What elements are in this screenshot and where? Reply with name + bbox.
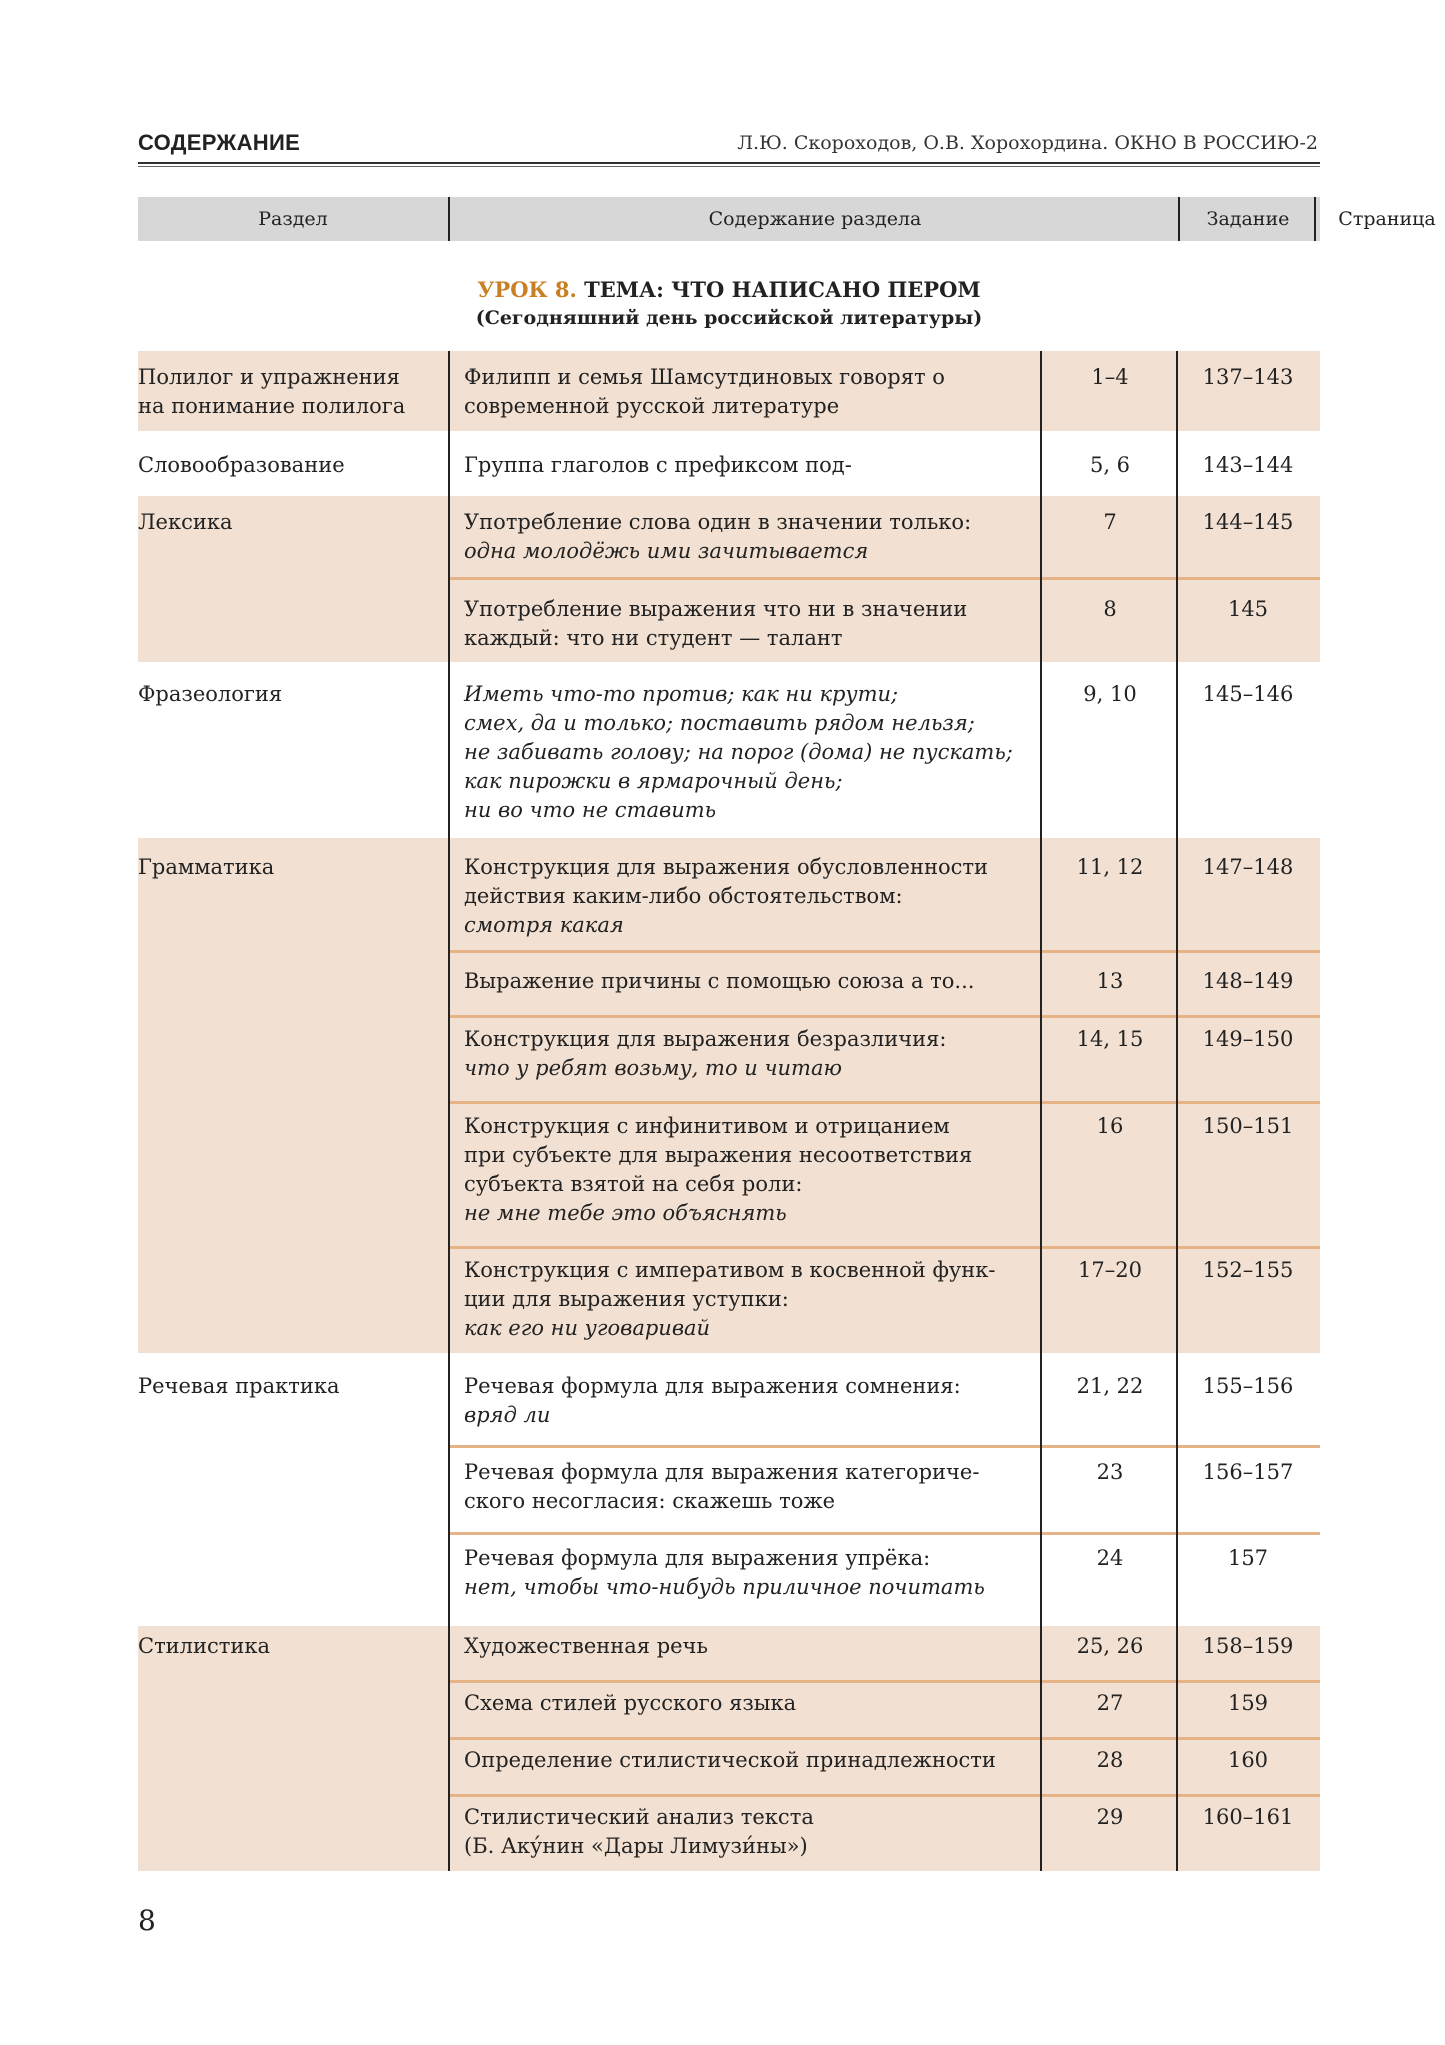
- content-cell: Определение стилистической принадлежности: [464, 1748, 996, 1772]
- header-rule-thin: [138, 166, 1320, 167]
- content-cell: Иметь что-то против; как ни крути; смех, да и только; поставить рядом нельзя; не забивать голову; на порог (дома) не пускать; как пирожки в ярмарочный день; ни во что не ставить: [464, 682, 1013, 822]
- section-label: Лексика: [138, 510, 233, 534]
- page-cell: 157: [1227, 1546, 1269, 1570]
- content-cell: Речевая формула для выражения упрёка: нет, чтобы что-нибудь приличное почитать: [464, 1546, 985, 1599]
- task-cell: 11, 12: [1076, 855, 1144, 879]
- lesson-theme: ТЕМА: ЧТО НАПИСАНО ПЕРОМ: [584, 277, 981, 302]
- task-cell: 13: [1096, 969, 1124, 993]
- content-cell: Группа глаголов с префиксом под-: [464, 453, 852, 477]
- content-cell: Схема стилей русского языка: [464, 1691, 797, 1715]
- content-cell: Стилистический анализ текста (Б. Аку́нин «Дары Лимузи́ны»): [464, 1805, 814, 1858]
- column-header-section: Раздел: [258, 208, 328, 230]
- content-cell: Выражение причины с помощью союза а то...: [464, 969, 975, 993]
- task-cell: 8: [1103, 597, 1117, 621]
- page-cell: 160: [1227, 1748, 1269, 1772]
- row-separator: [450, 1246, 1320, 1249]
- row-separator: [450, 1015, 1320, 1018]
- column-header-task: Задание: [1206, 208, 1290, 230]
- section-label: Стилистика: [138, 1634, 271, 1658]
- column-header-page: Страница: [1338, 208, 1436, 230]
- task-cell: 16: [1096, 1114, 1124, 1138]
- column-line: [448, 351, 450, 1871]
- page-cell: 159: [1227, 1691, 1269, 1715]
- page-cell: 158–159: [1202, 1634, 1294, 1658]
- content-cell: Речевая формула для выражения категориче- ского несогласия: скажешь тоже: [464, 1460, 980, 1513]
- section-label: Фразеология: [138, 682, 283, 706]
- running-header: [138, 130, 1318, 160]
- page-cell: 155–156: [1202, 1374, 1294, 1398]
- row-separator: [450, 1101, 1320, 1104]
- page-cell: 144–145: [1202, 510, 1294, 534]
- column-header-content: Содержание раздела: [708, 208, 922, 230]
- task-cell: 23: [1096, 1460, 1124, 1484]
- book-title: Л.Ю. Скороходов, О.В. Хорохордина. ОКНО В РОССИЮ-2: [737, 132, 1318, 154]
- section-label: Речевая практика: [138, 1374, 340, 1398]
- task-cell: 14, 15: [1076, 1027, 1144, 1051]
- task-cell: 7: [1103, 510, 1117, 534]
- task-cell: 27: [1096, 1691, 1124, 1715]
- task-cell: 1–4: [1091, 365, 1129, 389]
- page-cell: 137–143: [1202, 365, 1294, 389]
- page-cell: 145–146: [1202, 682, 1294, 706]
- task-cell: 5, 6: [1089, 453, 1131, 477]
- row-separator: [450, 1445, 1320, 1448]
- content-cell: Конструкция для выражения безразличия: что у ребят возьму, то и читаю: [464, 1027, 947, 1080]
- row-separator: [450, 1680, 1320, 1683]
- row-separator: [450, 577, 1320, 580]
- section-label: Словообразование: [138, 453, 345, 477]
- task-cell: 17–20: [1078, 1258, 1142, 1282]
- page-cell: 149–150: [1202, 1027, 1294, 1051]
- row-separator: [450, 1532, 1320, 1535]
- task-cell: 28: [1096, 1748, 1124, 1772]
- page-cell: 156–157: [1202, 1460, 1294, 1484]
- page-cell: 143–144: [1202, 453, 1294, 477]
- page-cell: 147–148: [1202, 855, 1294, 879]
- section-title: СОДЕРЖАНИЕ: [138, 130, 301, 155]
- lesson-number: УРОК 8.: [477, 277, 577, 302]
- content-cell: Конструкция для выражения обусловленности действия каким-либо обстоятельством: смотря какая: [464, 855, 988, 937]
- task-cell: 21, 22: [1076, 1374, 1144, 1398]
- task-cell: 9, 10: [1083, 682, 1137, 706]
- header-rule: [138, 162, 1320, 164]
- content-cell: Конструкция с императивом в косвенной функ- ции для выражения уступки: как его ни уговаривай: [464, 1258, 996, 1340]
- section-label: Грамматика: [138, 855, 275, 879]
- lesson-title: [138, 277, 1320, 302]
- page-cell: 148–149: [1202, 969, 1294, 993]
- lesson-subtitle: (Сегодняшний день российской литературы): [475, 307, 983, 329]
- content-cell: Употребление слова один в значении только: одна молодёжь ими зачитывается: [464, 510, 972, 563]
- content-cell: Конструкция с инфинитивом и отрицанием при субъекте для выражения несоответствия субъекта взятой на себя роли: не мне тебе это объяснять: [464, 1114, 973, 1225]
- page-cell: 152–155: [1202, 1258, 1294, 1282]
- task-cell: 29: [1096, 1805, 1124, 1829]
- row-separator: [450, 1794, 1320, 1797]
- content-cell: Филипп и семья Шамсутдиновых говорят о современной русской литературе: [464, 365, 945, 418]
- page-cell: 150–151: [1202, 1114, 1294, 1138]
- task-cell: 25, 26: [1076, 1634, 1144, 1658]
- row-separator: [450, 1737, 1320, 1740]
- task-cell: 24: [1096, 1546, 1124, 1570]
- content-cell: Употребление выражения что ни в значении каждый: что ни студент — талант: [464, 597, 968, 650]
- content-cell: Речевая формула для выражения сомнения: вряд ли: [464, 1374, 961, 1427]
- table-header: [138, 197, 1436, 241]
- page-number: 8: [138, 1904, 156, 1937]
- section-label: Полилог и упражнения на понимание полилога: [138, 365, 406, 418]
- row-separator: [450, 950, 1320, 953]
- page-cell: 145: [1227, 597, 1269, 621]
- content-cell: Художественная речь: [464, 1634, 708, 1658]
- page-cell: 160–161: [1202, 1805, 1294, 1829]
